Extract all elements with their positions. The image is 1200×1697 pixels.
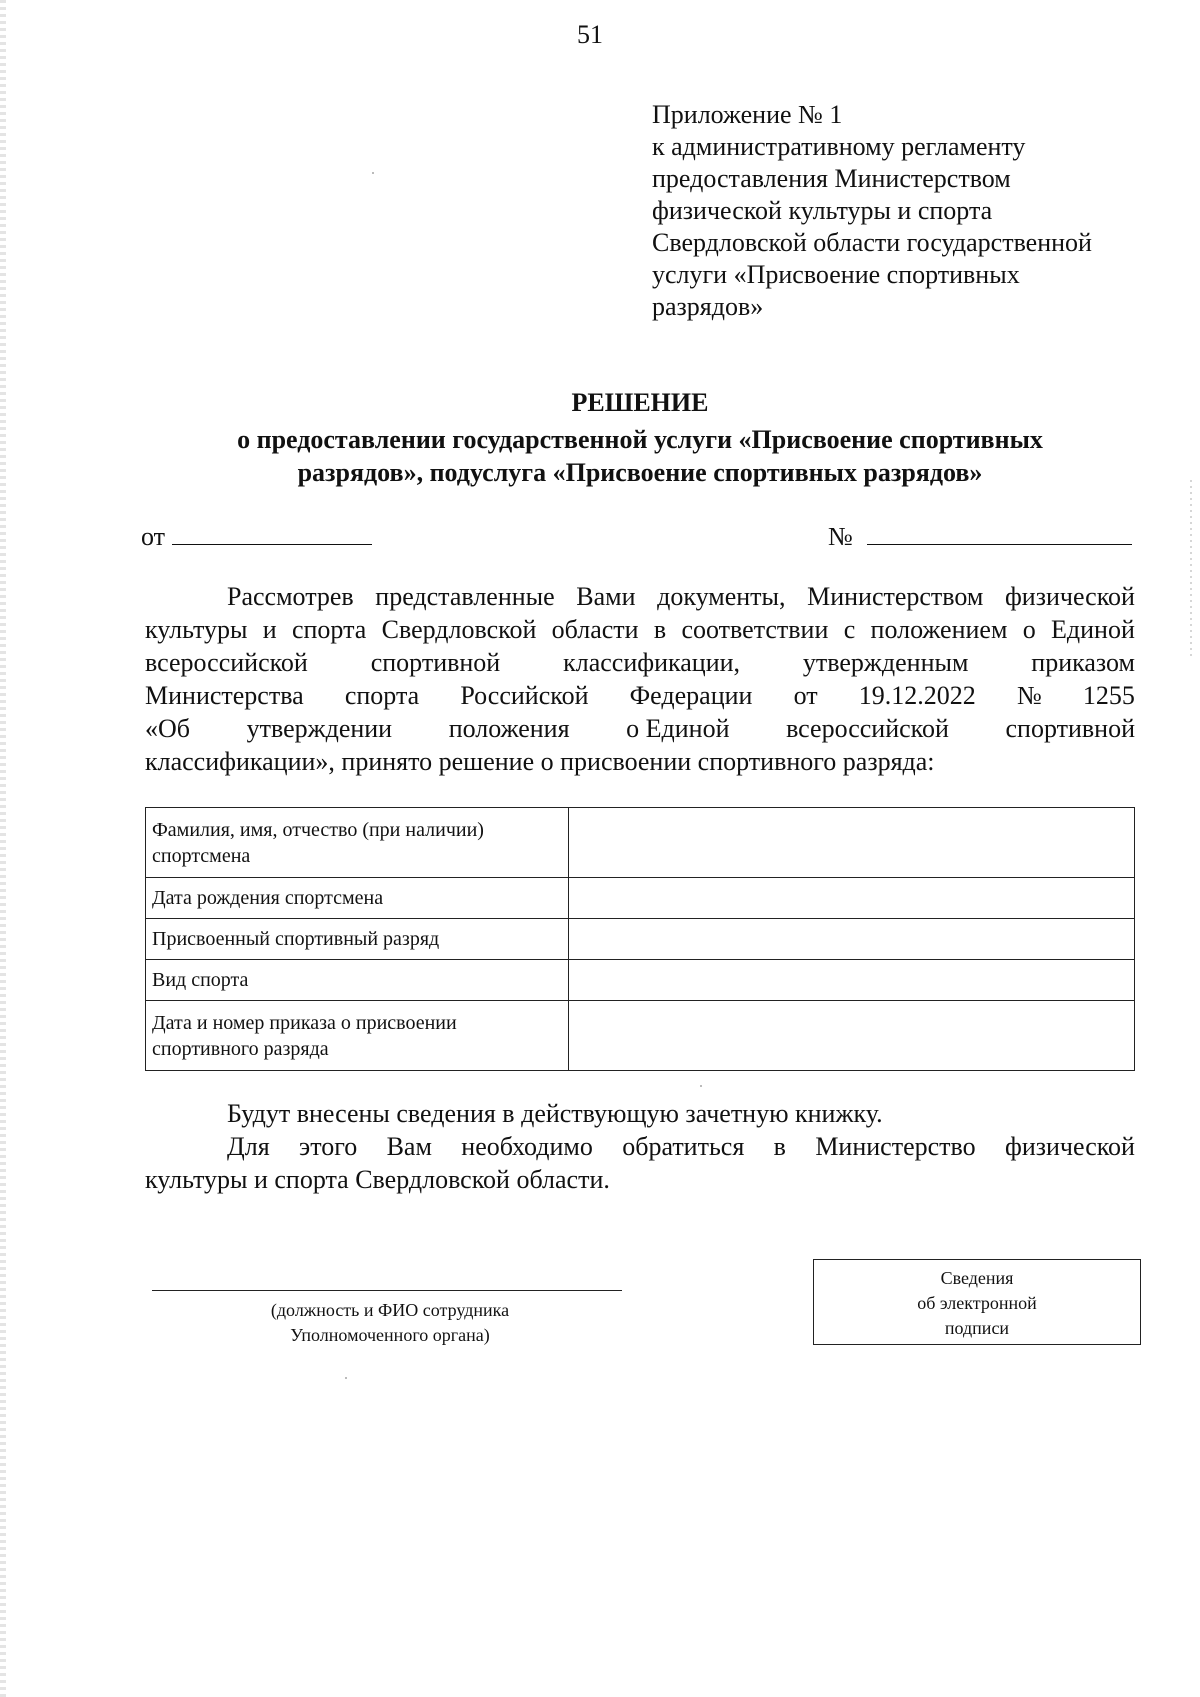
body-word: культуры xyxy=(145,615,248,644)
closing-word: Министерство xyxy=(815,1132,976,1161)
appendix-header xyxy=(652,99,1152,323)
signature-line[interactable] xyxy=(152,1290,622,1291)
body-word: области xyxy=(551,615,639,644)
closing-word: Для xyxy=(227,1132,270,1161)
body-line xyxy=(145,745,1135,778)
electronic-signature-box xyxy=(813,1259,1141,1345)
body-word: положением xyxy=(870,615,1008,644)
body-word: всероссийской xyxy=(786,714,949,743)
row-label: Вид спорта xyxy=(146,960,569,1001)
appendix-line: предоставления Министерством xyxy=(652,164,1011,193)
body-word: спорта xyxy=(291,615,367,644)
scan-edge-left xyxy=(0,0,6,1697)
scan-speck xyxy=(372,172,374,174)
closing-word: Вам xyxy=(386,1132,432,1161)
esign-line: подписи xyxy=(944,1318,1010,1338)
row-label: Дата и номер приказа о присвоении спортивного разряда xyxy=(146,1001,569,1071)
body-line xyxy=(145,613,1135,646)
body-line xyxy=(145,580,1135,613)
page-number: 51 xyxy=(577,20,603,49)
body-word: «Об xyxy=(145,714,191,743)
table-row xyxy=(146,919,1135,960)
appendix-line: к административному регламенту xyxy=(652,132,1026,161)
esign-line: об электронной xyxy=(917,1293,1037,1313)
row-label: Дата рождения спортсмена xyxy=(146,878,569,919)
closing-word: необходимо xyxy=(461,1132,593,1161)
body-word: Федерации xyxy=(629,681,753,710)
body-word: № xyxy=(1016,681,1042,710)
closing-word: в xyxy=(773,1132,786,1161)
body-word: Министерства xyxy=(145,681,304,710)
row-label: Присвоенный спортивный разряд xyxy=(146,919,569,960)
athlete-info-table xyxy=(145,807,1135,1071)
body-word: Российской xyxy=(460,681,589,710)
subtitle-line: о предоставлении государственной услуги «Присвоение спортивных xyxy=(237,425,1043,454)
table-row xyxy=(146,1001,1135,1071)
row-value-cell[interactable] xyxy=(569,960,1135,1001)
body-word: о Единой xyxy=(626,714,730,743)
body-word: представленные xyxy=(375,582,555,611)
body-word: классификации, xyxy=(563,648,741,677)
document-title: РЕШЕНИЕ xyxy=(571,388,709,417)
closing-word: обратиться xyxy=(622,1132,745,1161)
body-word: 19.12.2022 xyxy=(858,681,976,710)
appendix-line: физической культуры и спорта xyxy=(652,196,993,225)
body-word: и xyxy=(262,615,277,644)
body-word: Вами xyxy=(576,582,636,611)
body-word: в xyxy=(653,615,667,644)
date-blank[interactable] xyxy=(172,522,372,545)
appendix-line: Приложение № 1 xyxy=(652,100,843,129)
closing-paragraph xyxy=(145,1097,1135,1196)
date-field xyxy=(141,522,372,552)
body-word: классификации», принято решение о присвоении спортивного разряда: xyxy=(145,747,935,776)
body-word: соответствии xyxy=(681,615,829,644)
body-word: спортивной xyxy=(1005,714,1135,743)
body-line xyxy=(145,646,1135,679)
number-field xyxy=(828,522,1132,552)
subtitle-line: разрядов», подуслуга «Присвоение спортивных разрядов» xyxy=(297,458,983,487)
scan-speck xyxy=(345,1377,347,1379)
body-word: утвержденным xyxy=(802,648,969,677)
body-line xyxy=(145,712,1135,745)
body-word: с xyxy=(843,615,856,644)
closing-line: культуры и спорта Свердловской области. xyxy=(145,1165,610,1194)
body-word: утверждении xyxy=(246,714,393,743)
body-word: приказом xyxy=(1031,648,1135,677)
body-word: Свердловской xyxy=(381,615,537,644)
body-word: положения xyxy=(448,714,570,743)
scan-edge-right xyxy=(1190,480,1192,660)
esign-line: Сведения xyxy=(940,1268,1014,1288)
table-row xyxy=(146,808,1135,878)
document-subtitle xyxy=(140,423,1140,489)
body-word: Единой xyxy=(1051,615,1135,644)
closing-word: этого xyxy=(299,1132,358,1161)
row-value-cell[interactable] xyxy=(569,808,1135,878)
row-label: Фамилия, имя, отчество (при наличии) спортсмена xyxy=(146,808,569,878)
body-paragraph xyxy=(145,580,1135,778)
signature-caption-line: Уполномоченного органа) xyxy=(290,1325,490,1345)
closing-line xyxy=(145,1130,1135,1163)
body-line xyxy=(145,679,1135,712)
date-label: от xyxy=(141,522,166,551)
body-word: Министерством xyxy=(807,582,984,611)
table-row xyxy=(146,960,1135,1001)
appendix-line: Свердловской области государственной xyxy=(652,228,1092,257)
body-word: спорта xyxy=(344,681,420,710)
closing-word: физической xyxy=(1004,1132,1135,1161)
body-word: спортивной xyxy=(370,648,501,677)
row-value-cell[interactable] xyxy=(569,878,1135,919)
body-word: о xyxy=(1022,615,1036,644)
scan-speck xyxy=(700,1085,702,1087)
table-row xyxy=(146,878,1135,919)
body-word: 1255 xyxy=(1082,681,1135,710)
body-word: документы, xyxy=(657,582,786,611)
closing-line: Будут внесены сведения в действующую зачетную книжку. xyxy=(227,1099,883,1128)
number-label: № xyxy=(828,522,853,551)
signature-caption-line: (должность и ФИО сотрудника xyxy=(270,1300,510,1320)
appendix-line: услуги «Присвоение спортивных xyxy=(652,260,1020,289)
appendix-line: разрядов» xyxy=(652,292,764,321)
number-blank[interactable] xyxy=(867,522,1132,545)
body-word: от xyxy=(793,681,818,710)
signature-caption xyxy=(200,1298,580,1348)
body-word: всероссийской xyxy=(145,648,308,677)
row-value-cell[interactable] xyxy=(569,1001,1135,1071)
row-value-cell[interactable] xyxy=(569,919,1135,960)
body-word: Рассмотрев xyxy=(227,582,354,611)
body-word: физической xyxy=(1004,582,1135,611)
